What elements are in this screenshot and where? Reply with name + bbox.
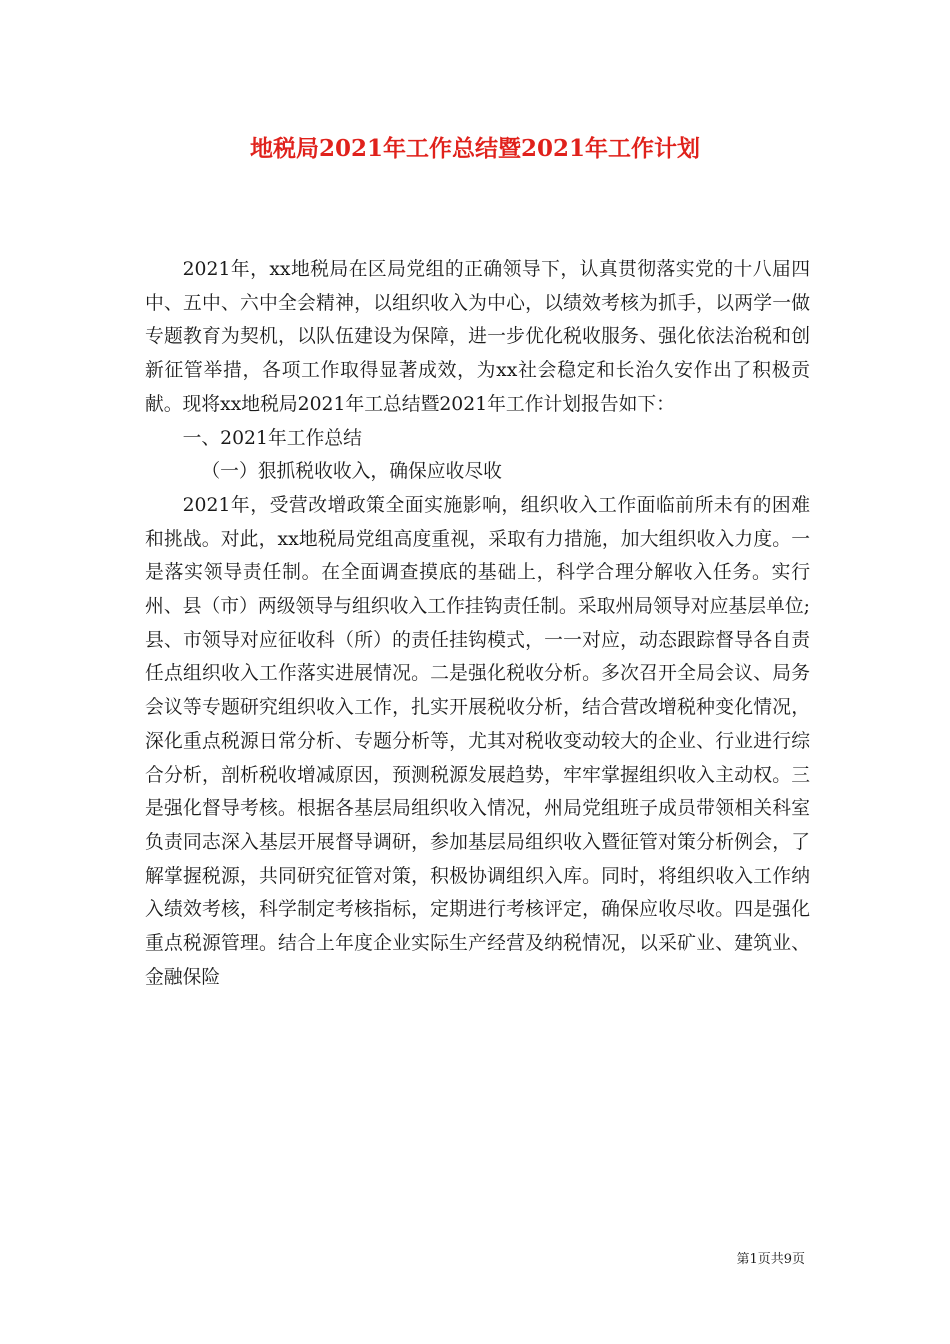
body-paragraph: 2021年，受营改增政策全面实施影响，组织收入工作面临前所未有的困难和挑战。对此，xx地税局党组高度重视，采取有力措施，加大组织收入力度。一是落实领导责任制。在全面调查摸底的基础上，科学合理分解收入任务。实行州、县（市）两级领导与组织收入工作挂钩责任制。采取州局领导对应基层单位;县、市领导对应征收科（所）的责任挂钩模式，一一对应，动态跟踪督导各自责任点组织收入工作落实进展情况。二是强化税收分析。多次召开全局会议、局务会议等专题研究组织收入工作，扎实开展税收分析，结合营改增税种变化情况，深化重点税源日常分析、专题分析等，尤其对税收变动较大的企业、行业进行综合分析，剖析税收增减原因，预测税源发展趋势，牢牢掌握组织收入主动权。三是强化督导考核。根据各基层局组织收入情况，州局党组班子成员带领相关科室负责同志深入基层开展督导调研，参加基层局组织收入暨征管对策分析例会，了解掌握税源，共同研究征管对策，积极协调组织入库。同时，将组织收入工作纳入绩效考核，科学制定考核指标，定期进行考核评定，确保应收尽收。四是强化重点税源管理。结合上年度企业实际生产经营及纳税情况，以采矿业、建筑业、金融保险 xyxy=(145,494,810,988)
subsection-heading: （一）狠抓税收收入，确保应收尽收 xyxy=(201,461,502,483)
intro-paragraph: 2021年，xx地税局在区局党组的正确领导下，认真贯彻落实党的十八届四中、五中、六中全会精神，以组织收入为中心，以绩效考核为抓手，以两学一做专题教育为契机，以队伍建设为保障，进一步优化税收服务、强化依法治税和创新征管举措，各项工作取得显著成效，为xx社会稳定和长治久安作出了积极贡献。现将xx地税局2021年工总结暨2021年工作计划报告如下： xyxy=(145,259,810,415)
page-number: 第1页共9页 xyxy=(736,1252,805,1267)
section-heading: 一、2021年工作总结 xyxy=(182,427,362,449)
document-body xyxy=(145,253,810,994)
document-title: 地税局2021年工作总结暨2021年工作计划 xyxy=(249,135,701,162)
